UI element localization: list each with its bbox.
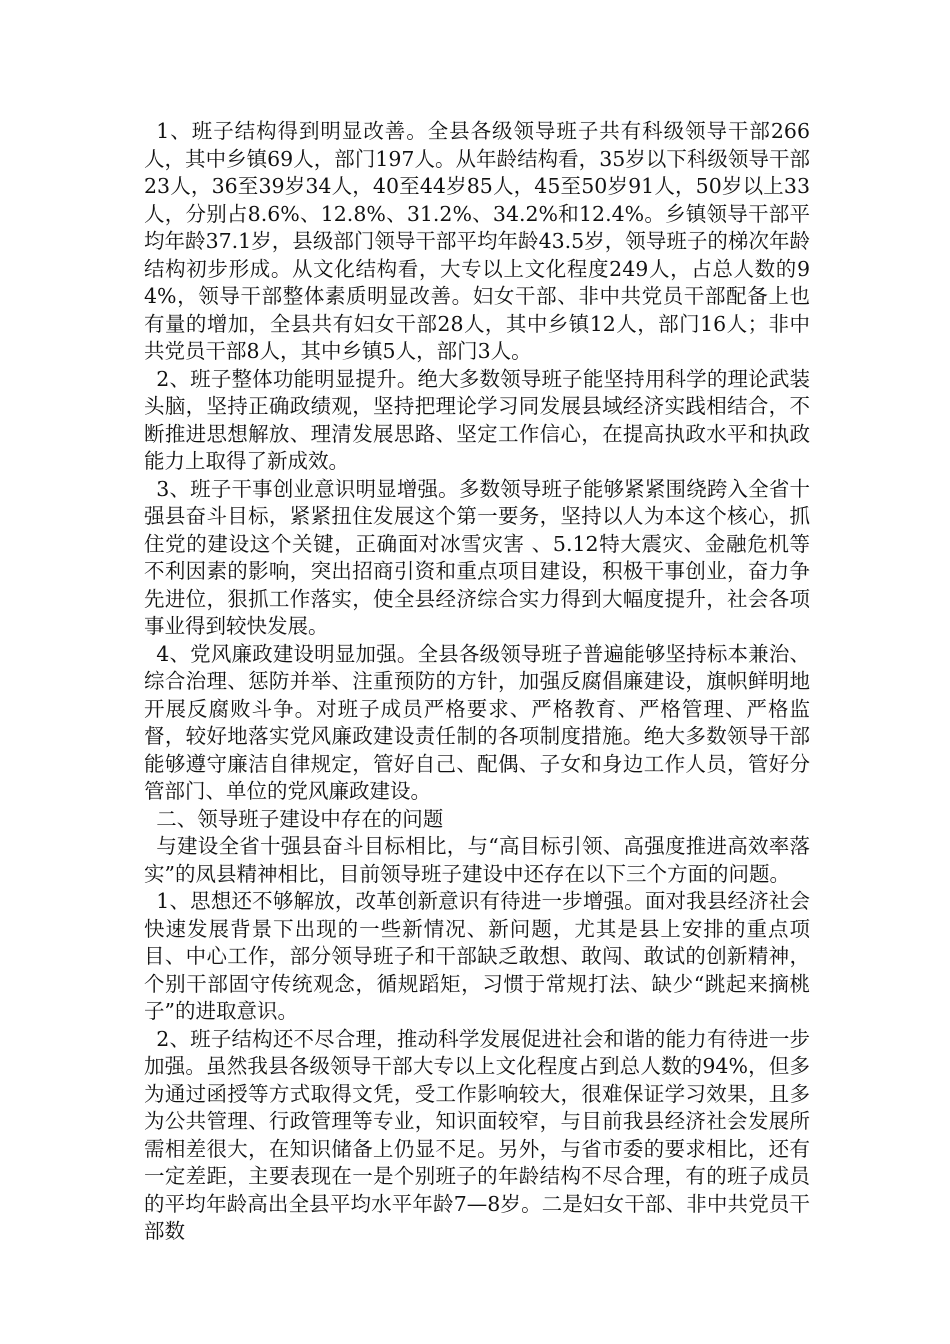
paragraph-entrepreneurship: 3、班子干事创业意识明显增强。多数领导班子能够紧紧围绕跨入全省十强县奋斗目标，紧紧扭住发展这个第一要务，坚持以人为本这个核心，抓住党的建设这个关键，正确面对冰雪灾害 、5.12特大震灾、金融危机等不利因素的影响，突出招商引资和重点项目建设，积极干事创业，奋力争先进位，狠抓工作落实，使全县经济综合实力得到大幅度提升，社会各项事业得到较快发展。	[144, 476, 810, 638]
paragraph-problem-structure: 2、班子结构还不尽合理，推动科学发展促进社会和谐的能力有待进一步加强。虽然我县各级领导干部大专以上文化程度占到总人数的94%，但多为通过函授等方式取得文凭，受工作影响较大，很难保证学习效果，且多为公共管理、行政管理等专业，知识面较窄，与目前我县经济社会发展所需相差很大，在知识储备上仍显不足。另外，与省市委的要求相比，还有一定差距，主要表现在一是个别班子的年龄结构不尽合理，有的班子成员的平均年龄高出全县平均水平年龄7—8岁。二是妇女干部、非中共党员干部数	[144, 1026, 810, 1243]
paragraph-structure-improved: 1、班子结构得到明显改善。全县各级领导班子共有科级领导干部266人，其中乡镇69人，部门197人。从年龄结构看，35岁以下科级领导干部23人，36至39岁34人，40至44岁85人，45至50岁91人，50岁以上33人，分别占8.6%、12.8%、31.2%、34.2%和12.4%。乡镇领导干部平均年龄37.1岁，县级部门领导干部平均年龄43.5岁，领导班子的梯次年龄结构初步形成。从文化结构看，大专以上文化程度249人，占总人数的94%，领导干部整体素质明显改善。妇女干部、非中共党员干部配备上也有量的增加，全县共有妇女干部28人，其中乡镇12人，部门16人；非中共党员干部8人，其中乡镇5人，部门3人。	[144, 119, 810, 363]
section-heading-problems: 二、领导班子建设中存在的问题	[156, 806, 444, 831]
paragraph-problem-thinking: 1、思想还不够解放，改革创新意识有待进一步增强。面对我县经济社会快速发展背景下出现的一些新情况、新问题，尤其是县上安排的重点项目、中心工作，部分领导班子和干部缺乏敢想、敢闯、敢试的创新精神，个别干部固守传统观念，循规蹈矩，习惯于常规打法、缺少“跳起来摘桃子”的进取意识。	[144, 889, 810, 1023]
document-page	[144, 118, 810, 1246]
paragraph-problems-intro: 与建设全省十强县奋斗目标相比，与“高目标引领、高强度推进高效率落实”的凤县精神相比，目前领导班子建设中还存在以下三个方面的问题。	[144, 834, 810, 886]
paragraph-integrity: 4、党风廉政建设明显加强。全县各级领导班子普遍能够坚持标本兼治、综合治理、惩防并举、注重预防的方针，加强反腐倡廉建设，旗帜鲜明地开展反腐败斗争。对班子成员严格要求、严格教育、严格管理、严格监督，较好地落实党风廉政建设责任制的各项制度措施。绝大多数领导干部能够遵守廉洁自律规定，管好自己、配偶、子女和身边工作人员，管好分管部门、单位的党风廉政建设。	[144, 641, 810, 803]
paragraph-function-improved: 2、班子整体功能明显提升。绝大多数领导班子能坚持用科学的理论武装头脑，坚持正确政绩观，坚持把理论学习同发展县域经济实践相结合，不断推进思想解放、理清发展思路、坚定工作信心，在提高执政水平和执政能力上取得了新成效。	[144, 366, 810, 473]
